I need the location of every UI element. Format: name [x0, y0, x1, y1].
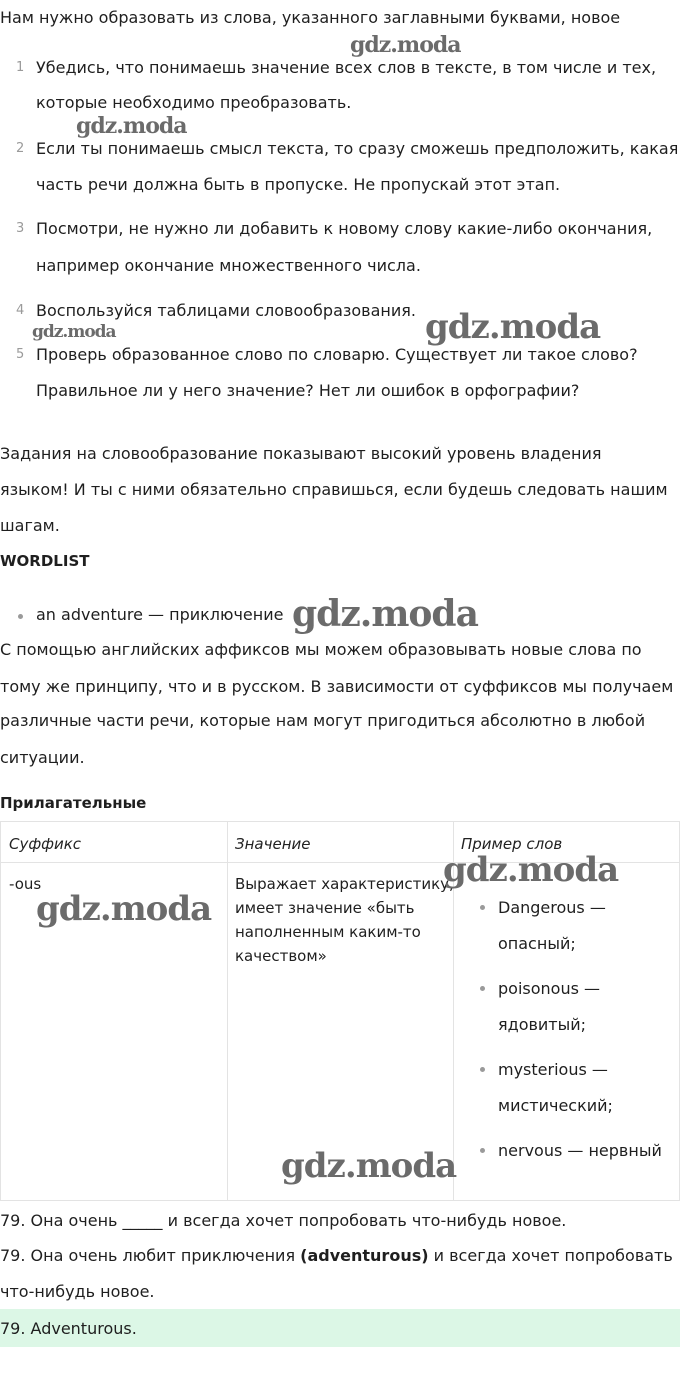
watermark: gdz.moda — [425, 307, 601, 347]
table-cell-suffix: -ous — [9, 875, 42, 893]
paragraph-line: Задания на словообразование показывают высокий уровень владения — [0, 444, 602, 463]
paragraph-line: тому же принципу, что и в русском. В зависимости от суффиксов мы получаем — [0, 677, 674, 696]
bullet-dot — [18, 614, 23, 619]
watermark: gdz.moda — [350, 32, 461, 58]
table-cell-meaning: наполненным каким-то — [235, 923, 421, 941]
step-text: Воспользуйся таблицами словообразования. — [36, 301, 416, 320]
paragraph-line: различные части речи, которые нам могут пригодиться абсолютно в любой — [0, 711, 646, 730]
table-header-examples: Пример слов — [461, 835, 563, 853]
step-text: Посмотри, не нужно ли добавить к новому слову какие-либо окончания, — [36, 219, 653, 238]
step-number: 2 — [16, 141, 25, 156]
table-header-meaning: Значение — [235, 835, 311, 853]
watermark: gdz.moda — [443, 850, 619, 890]
exercise-text: 79. Она очень любит приключения — [0, 1246, 301, 1265]
watermark: gdz.moda — [36, 889, 212, 929]
watermark: gdz.moda — [76, 113, 187, 139]
exercise-answer-word: (adventurous) — [300, 1246, 429, 1265]
step-number: 3 — [16, 221, 25, 236]
table-border — [0, 821, 680, 822]
step-text: Проверь образованное слово по словарю. Существует ли такое слово? — [36, 345, 638, 364]
bullet-dot — [480, 1148, 485, 1153]
watermark: gdz.moda — [32, 322, 116, 342]
example-word: poisonous — — [498, 979, 601, 998]
example-word: Dangerous — — [498, 898, 606, 917]
answer-box — [0, 1309, 680, 1347]
exercise-gap-sentence: 79. Она очень _____ и всегда хочет попробовать что-нибудь новое. — [0, 1211, 567, 1230]
table-border — [227, 821, 228, 1201]
table-cell-meaning: имеет значение «быть — [235, 899, 415, 917]
watermark: gdz.moda — [281, 1146, 457, 1186]
example-word: nervous — нервный — [498, 1141, 662, 1160]
step-text: Если ты понимаешь смысл текста, то сразу сможешь предположить, какая — [36, 139, 679, 158]
example-translation: опасный; — [498, 934, 576, 953]
table-cell-meaning: качеством» — [235, 947, 327, 965]
exercise-text: и всегда хочет попробовать — [428, 1246, 673, 1265]
paragraph-line: языком! И ты с ними обязательно справишься, если будешь следовать нашим — [0, 480, 668, 499]
table-border — [0, 1200, 680, 1201]
table-header-suffix: Суффикс — [9, 835, 82, 853]
step-text: которые необходимо преобразовать. — [36, 93, 352, 112]
step-text: Убедись, что понимаешь значение всех слов в тексте, в том числе и тех, — [36, 58, 657, 77]
paragraph-line: С помощью английских аффиксов мы можем образовывать новые слова по — [0, 640, 642, 659]
bullet-dot — [480, 986, 485, 991]
step-text: Правильное ли у него значение? Нет ли ошибок в орфографии? — [36, 381, 580, 400]
paragraph-line: ситуации. — [0, 748, 85, 767]
wordlist-heading: WORDLIST — [0, 552, 90, 570]
exercise-filled-sentence — [0, 1246, 673, 1266]
paragraph-line: шагам. — [0, 516, 60, 535]
step-number: 1 — [16, 60, 25, 75]
step-text: например окончание множественного числа. — [36, 256, 421, 275]
bullet-dot — [480, 1067, 485, 1072]
answer-text: 79. Adventurous. — [0, 1319, 137, 1338]
exercise-filled-sentence-end: что-нибудь новое. — [0, 1282, 155, 1301]
example-translation: мистический; — [498, 1096, 613, 1115]
step-number: 5 — [16, 347, 25, 362]
bullet-dot — [480, 905, 485, 910]
step-text: часть речи должна быть в пропуске. Не пропускай этот этап. — [36, 175, 561, 194]
adjectives-heading: Прилагательные — [0, 794, 147, 812]
example-word: mysterious — — [498, 1060, 608, 1079]
table-cell-meaning: Выражает характеристику, — [235, 875, 454, 893]
wordlist-item: an adventure — приключение — [36, 605, 284, 624]
intro-text: Нам нужно образовать из слова, указанного заглавными буквами, новое — [0, 8, 621, 27]
watermark: gdz.moda — [292, 593, 478, 635]
example-translation: ядовитый; — [498, 1015, 587, 1034]
step-number: 4 — [16, 303, 25, 318]
table-border — [0, 821, 1, 1201]
